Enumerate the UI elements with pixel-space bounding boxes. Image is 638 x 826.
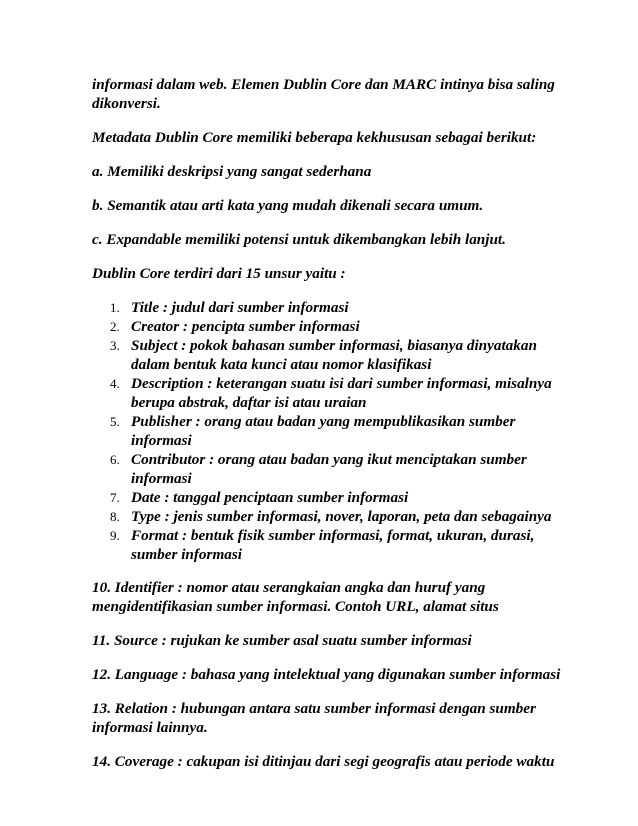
list-item-number: 4.: [110, 376, 120, 391]
list-item-number: 9.: [110, 528, 120, 543]
list-item-text: Description : keterangan suatu isi dari sumber informasi, misalnya berupa abstrak, daftar isi atau uraian: [131, 375, 552, 411]
paragraph-source: 11. Source : rujukan ke sumber asal suatu sumber informasi: [92, 632, 472, 649]
paragraph-metadata-intro: Metadata Dublin Core memiliki beberapa kekhususan sebagai berikut:: [92, 129, 537, 146]
list-item-number: 1.: [110, 300, 120, 315]
list-item: [92, 374, 562, 412]
list-item-text: Date : tanggal penciptaan sumber informasi: [131, 489, 409, 506]
list-item: [92, 317, 562, 336]
paragraph-elements-intro: Dublin Core terdiri dari 15 unsur yaitu :: [92, 265, 346, 282]
paragraph-point-c: c. Expandable memiliki potensi untuk dikembangkan lebih lanjut.: [92, 231, 506, 248]
list-item-number: 6.: [110, 452, 120, 467]
paragraph-point-a: a. Memiliki deskripsi yang sangat sederhana: [92, 163, 372, 180]
paragraph-relation: 13. Relation : hubungan antara satu sumber informasi dengan sumber informasi lainnya.: [92, 700, 536, 736]
paragraph-coverage: 14. Coverage : cakupan isi ditinjau dari segi geografis atau periode waktu: [92, 753, 555, 770]
list-item-text: Title : judul dari sumber informasi: [131, 299, 349, 316]
list-item-text: Subject : pokok bahasan sumber informasi, biasanya dinyatakan dalam bentuk kata kunci atau nomor klasifikasi: [131, 337, 537, 373]
list-item: [92, 336, 562, 374]
list-item-text: Format : bentuk fisik sumber informasi, format, ukuran, durasi, sumber informasi: [131, 527, 535, 563]
list-item: [92, 450, 562, 488]
list-item-number: 7.: [110, 490, 120, 505]
list-item-text: Creator : pencipta sumber informasi: [131, 318, 360, 335]
list-item-number: 3.: [110, 338, 120, 353]
list-item: [92, 526, 562, 564]
list-item-text: Type : jenis sumber informasi, nover, laporan, peta dan sebagainya: [131, 508, 552, 525]
document-body: [92, 75, 562, 771]
paragraph-identifier: 10. Identifier : nomor atau serangkaian angka dan huruf yang mengidentifikasian sumber informasi. Contoh URL, alamat situs: [92, 579, 499, 615]
list-item: [92, 412, 562, 450]
paragraph-web-info: informasi dalam web. Elemen Dublin Core dan MARC intinya bisa saling dikonversi.: [92, 76, 555, 112]
list-item-text: Contributor : orang atau badan yang ikut menciptakan sumber informasi: [131, 451, 527, 487]
list-item-number: 2.: [110, 319, 120, 334]
list-item: [92, 298, 562, 317]
list-item: [92, 488, 562, 507]
paragraph-point-b: b. Semantik atau arti kata yang mudah dikenali secara umum.: [92, 197, 484, 214]
list-item-text: Publisher : orang atau badan yang mempublikasikan sumber informasi: [131, 413, 516, 449]
list-item: [92, 507, 562, 526]
dublin-core-elements-list: [92, 298, 562, 564]
list-item-number: 8.: [110, 509, 120, 524]
list-item-number: 5.: [110, 414, 120, 429]
paragraph-language: 12. Language : bahasa yang intelektual yang digunakan sumber informasi: [92, 666, 561, 683]
